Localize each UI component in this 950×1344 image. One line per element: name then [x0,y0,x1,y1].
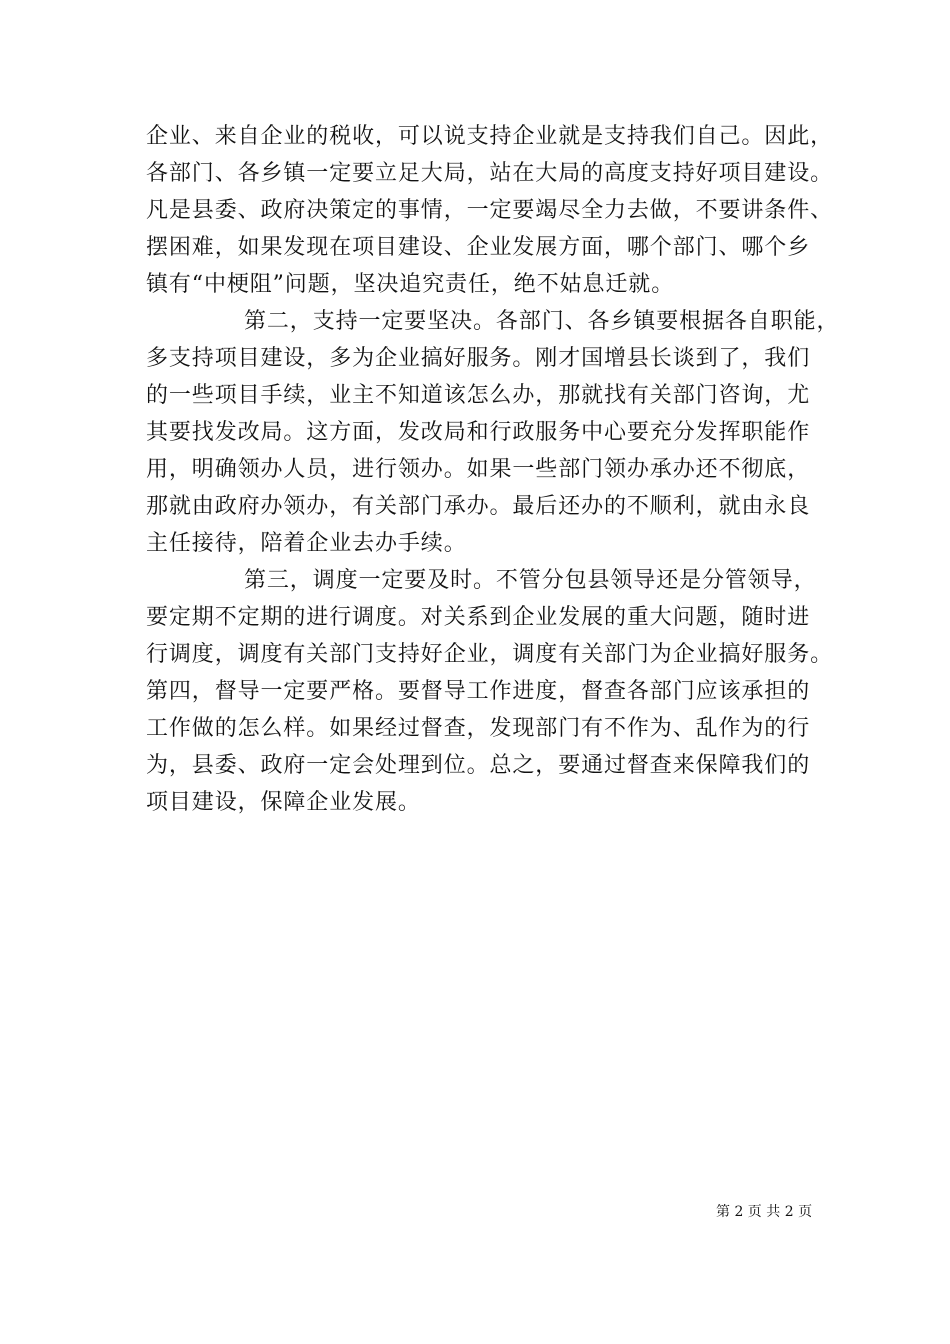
document-body [146,118,840,821]
text-line-13: 第三，调度一定要及时。不管分包县领导还是分管领导， [244,568,817,593]
text-line-9: 其要找发改局。这方面，发改局和行政服务中心要充分发挥职能作 [146,420,811,445]
text-line-15: 行调度，调度有关部门支持好企业，调度有关部门为企业搞好服务。 [146,642,834,667]
page-number-footer: 第 2 页 共 2 页 [716,1204,813,1220]
text-line-2: 各部门、各乡镇一定要立足大局，站在大局的高度支持好项目建设。 [146,161,834,186]
text-line-5: 镇有“中梗阻”问题，坚决追究责任，绝不姑息迁就。 [146,272,675,297]
text-line-17: 工作做的怎么样。如果经过督查，发现部门有不作为、乱作为的行 [146,716,811,741]
text-line-11: 那就由政府办领办，有关部门承办。最后还办的不顺利，就由永良 [146,494,811,519]
text-line-10: 用，明确领办人员，进行领办。如果一些部门领办承办还不彻底， [146,457,811,482]
text-line-8: 的一些项目手续，业主不知道该怎么办，那就找有关部门咨询，尤 [146,383,811,408]
text-line-6: 第二，支持一定要坚决。各部门、各乡镇要根据各自职能， [244,309,840,334]
text-line-1: 企业、来自企业的税收，可以说支持企业就是支持我们自己。因此， [146,124,834,149]
text-line-19: 项目建设，保障企业发展。 [146,790,421,815]
text-line-14: 要定期不定期的进行调度。对关系到企业发展的重大问题，随时进 [146,605,811,630]
text-line-7: 多支持项目建设，多为企业搞好服务。刚才国增县长谈到了，我们 [146,346,811,371]
text-line-3: 凡是县委、政府决策定的事情，一定要竭尽全力去做，不要讲条件、 [146,198,834,223]
text-line-4: 摆困难，如果发现在项目建设、企业发展方面，哪个部门、哪个乡 [146,235,811,260]
text-line-18: 为，县委、政府一定会处理到位。总之，要通过督查来保障我们的 [146,753,811,778]
text-line-12: 主任接待，陪着企业去办手续。 [146,531,467,556]
text-line-16: 第四，督导一定要严格。要督导工作进度，督查各部门应该承担的 [146,679,811,704]
